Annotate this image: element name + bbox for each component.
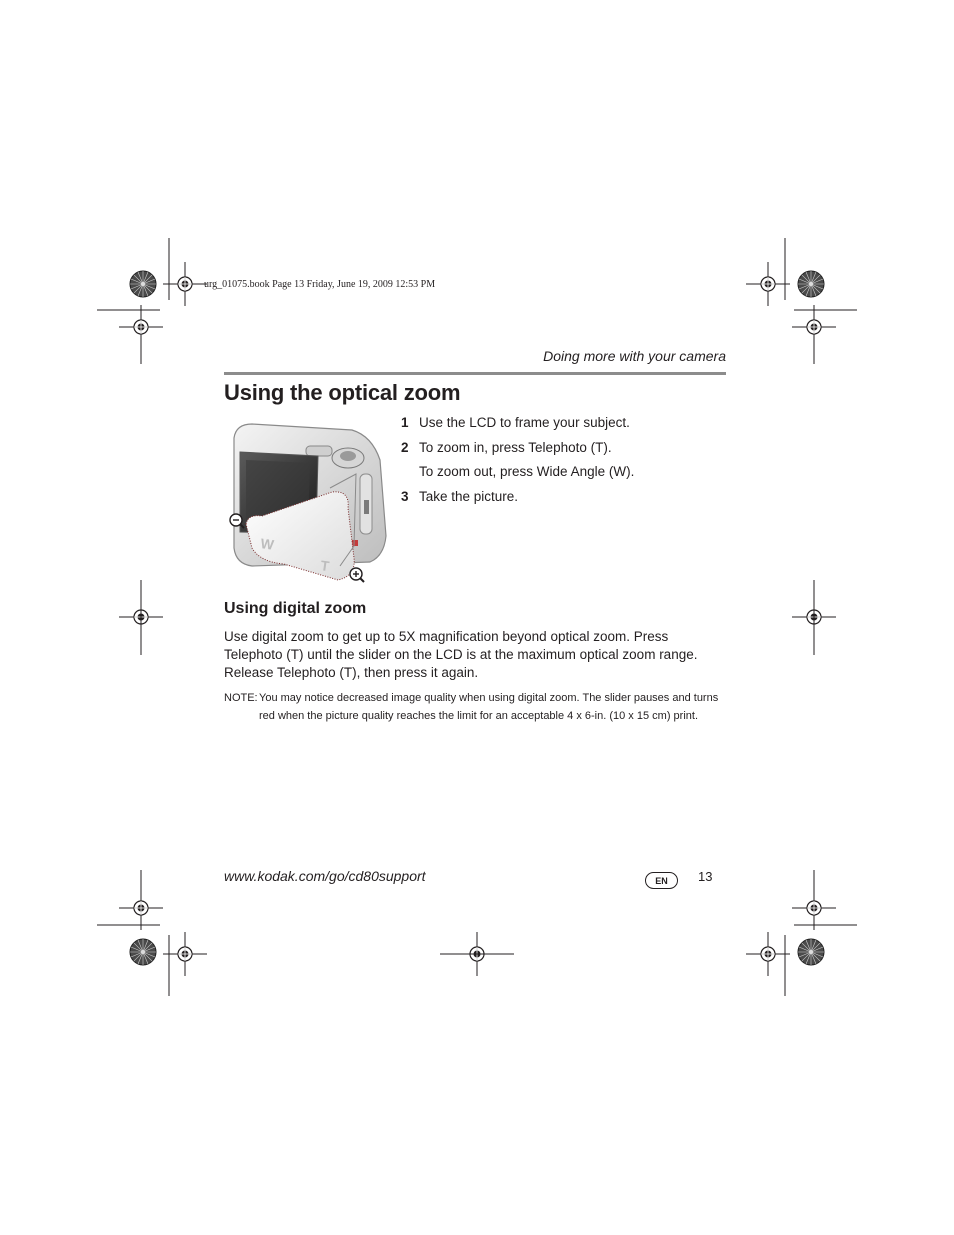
print-info: urg_01075.book Page 13 Friday, June 19, 2009 12:53 PM	[204, 279, 436, 290]
digital-zoom-body: Use digital zoom to get up to 5X magnification beyond optical zoom. Press Telephoto (T) until the slider on the LCD is at the maximum optical zoom range. Release Telephoto (T), then press it again.	[224, 629, 698, 680]
step-number: 2	[401, 439, 409, 455]
step-item	[401, 439, 634, 464]
step-number: 1	[401, 415, 409, 430]
step-list	[401, 414, 634, 512]
note-text: You may notice decreased image quality when using digital zoom. The slider pauses and turns red when the picture quality reaches the limit for an acceptable 4 x 6-in. (10 x 15 cm) print.	[259, 692, 719, 722]
wide-label: W	[259, 535, 275, 553]
step-text: Take the picture.	[419, 488, 519, 504]
header-rule	[224, 372, 726, 375]
page-number: 13	[698, 869, 713, 884]
note	[224, 689, 724, 725]
step-item	[401, 488, 634, 513]
step-text: To zoom in, press Telephoto (T).	[419, 439, 612, 455]
language-badge: EN	[645, 872, 678, 889]
step-subtext: To zoom out, press Wide Angle (W).	[419, 464, 635, 479]
page-title: Using the optical zoom	[224, 380, 461, 405]
note-label: NOTE:	[224, 692, 258, 704]
step-item	[401, 414, 634, 439]
footer-url: www.kodak.com/go/cd80support	[224, 868, 426, 884]
running-head: Doing more with your camera	[543, 348, 726, 364]
step-text: Use the LCD to frame your subject.	[419, 415, 630, 430]
tele-label: T	[319, 557, 331, 575]
step-number: 3	[401, 488, 409, 504]
camera-zoom-illustration	[222, 416, 390, 591]
section-title-digital-zoom: Using digital zoom	[224, 600, 367, 617]
